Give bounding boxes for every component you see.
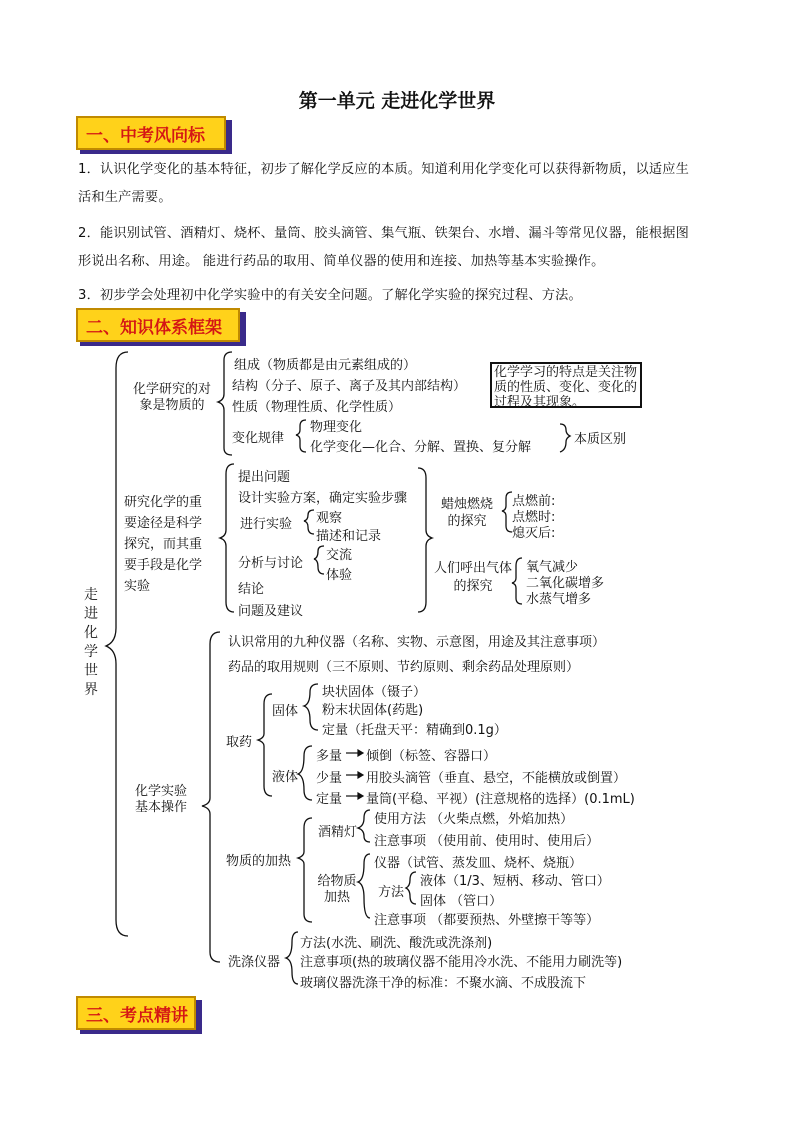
co2-increase: 二氧化碳增多 xyxy=(526,576,605,591)
essential-difference: 本质区别 xyxy=(574,432,627,447)
quantitative-weigh: 定量（托盘天平：精确到0.1g） xyxy=(322,723,507,738)
heating-method: 方法 xyxy=(378,885,405,900)
heat-substance: 给物质加热 xyxy=(317,874,357,905)
analyze-discuss: 分析与讨论 xyxy=(238,556,304,571)
branch-basic-operations: 化学实验基本操作 xyxy=(134,784,187,815)
issues-suggestions: 问题及建议 xyxy=(238,604,304,619)
reagent-rules: 药品的取用规则（三不原则、节约原则、剩余药品处理原则） xyxy=(228,660,580,675)
heating-precautions: 注意事项 （都要预热、外壁擦干等等） xyxy=(374,913,600,928)
candle-inquiry: 蜡烛燃烧的探究 xyxy=(440,497,493,529)
change-rule: 变化规律 xyxy=(232,431,285,446)
heating-vessels: 仪器（试管、蒸发皿、烧杯、烧瓶） xyxy=(374,856,583,871)
observe: 观察 xyxy=(316,511,343,526)
solid: 固体 xyxy=(272,704,299,719)
intro-paragraph-1-cont: 活和生产需要。 xyxy=(78,190,172,205)
intro-paragraph-1: 1．认识化学变化的基本特征，初步了解化学反应的本质。知道利用化学变化可以获得新物质，以适应生 xyxy=(78,162,690,177)
powder-solid: 粉末状固体(药匙) xyxy=(322,703,424,718)
page-title: 第一单元 走进化学世界 xyxy=(298,90,496,112)
block-solid: 块状固体（镊子） xyxy=(322,685,427,700)
branch-research-object: 化学研究的对象是物质的 xyxy=(132,382,211,413)
describe-record: 描述和记录 xyxy=(316,529,382,544)
chemical-change: 化学变化—化合、分解、置换、复分解 xyxy=(310,440,532,455)
section-label: 三、考点精讲 xyxy=(86,1006,188,1026)
structure: 结构（分子、原子、离子及其内部结构） xyxy=(232,379,467,394)
conduct-experiment: 进行实验 xyxy=(240,517,293,532)
small-amount: 少量 xyxy=(316,771,343,786)
ask-question: 提出问题 xyxy=(238,470,291,485)
wash-instruments: 洗涤仪器 xyxy=(228,955,281,970)
study-feature-note: 化学学习的特点是关注物质的性质、变化、变化的过程及其现象。 xyxy=(490,362,642,408)
liquid: 液体 xyxy=(272,770,299,785)
composition: 组成（物质都是由元素组成的） xyxy=(234,358,417,373)
lamp-precautions: 注意事项 （使用前、使用时、使用后） xyxy=(374,834,600,849)
during-ignite: 点燃时: xyxy=(512,510,556,525)
lamp-use-method: 使用方法 （火柴点燃，外焰加热） xyxy=(374,812,574,827)
before-ignite: 点燃前: xyxy=(512,494,556,509)
oxygen-decrease: 氧气减少 xyxy=(526,560,579,575)
nine-instruments: 认识常用的九种仪器（名称、实物、示意图，用途及其注意事项） xyxy=(228,635,606,650)
design-experiment: 设计实验方案，确定实验步骤 xyxy=(238,491,408,506)
heat-liquid: 液体（1/3、短柄、移动、管口） xyxy=(420,874,610,889)
intro-paragraph-3: 3．初步学会处理初中化学实验中的有关安全问题。了解化学实验的探究过程、方法。 xyxy=(78,288,582,303)
branch-scientific-inquiry: 研究化学的重要途径是科学探究，而其重要手段是化学实验 xyxy=(124,495,203,594)
heating: 物质的加热 xyxy=(226,854,292,869)
water-vapor-increase: 水蒸气增多 xyxy=(526,592,592,607)
use-dropper: 用胶头滴管（垂直、悬空，不能横放或倒置） xyxy=(366,771,627,786)
wash-precautions: 注意事项(热的玻璃仪器不能用冷水洗、不能用力刷洗等) xyxy=(300,955,623,970)
intro-paragraph-2: 2．能识别试管、酒精灯、烧杯、量筒、胶头滴管、集气瓶、铁架台、水增、漏斗等常见仪器，能根据图 xyxy=(78,226,690,241)
experience: 体验 xyxy=(326,568,353,583)
exchange: 交流 xyxy=(326,548,353,563)
fixed-amount: 定量 xyxy=(316,792,343,807)
take-reagent: 取药 xyxy=(226,735,253,750)
conclusion: 结论 xyxy=(238,582,265,597)
intro-paragraph-2-cont: 形说出名称、用途。 能进行药品的取用、简单仪器的使用和连接、加热等基本实验操作。 xyxy=(78,254,605,269)
large-amount: 多量 xyxy=(316,749,343,764)
section-header-key-points xyxy=(76,996,196,1030)
section-label: 二、知识体系框架 xyxy=(86,318,222,338)
heat-solid: 固体 （管口） xyxy=(420,894,503,909)
alcohol-lamp: 酒精灯 xyxy=(318,825,358,840)
physical-change: 物理变化 xyxy=(310,420,363,435)
exhaled-gas-inquiry: 人们呼出气体的探究 xyxy=(433,561,512,594)
property: 性质（物理性质、化学性质） xyxy=(232,400,402,415)
wash-method: 方法(水洗、刷洗、酸洗或洗涤剂) xyxy=(300,936,493,951)
section-label: 一、中考风向标 xyxy=(86,126,205,146)
tree-root: 走进化学世界 xyxy=(84,587,98,698)
measuring-cylinder: 量筒(平稳、平视）(注意规格的选择）(0.1mL) xyxy=(366,792,635,807)
clean-standard: 玻璃仪器洗涤干净的标准：不聚水滴、不成股流下 xyxy=(300,976,587,991)
pour: 倾倒（标签、容器口） xyxy=(366,749,497,764)
after-extinguish: 熄灭后: xyxy=(512,526,556,541)
